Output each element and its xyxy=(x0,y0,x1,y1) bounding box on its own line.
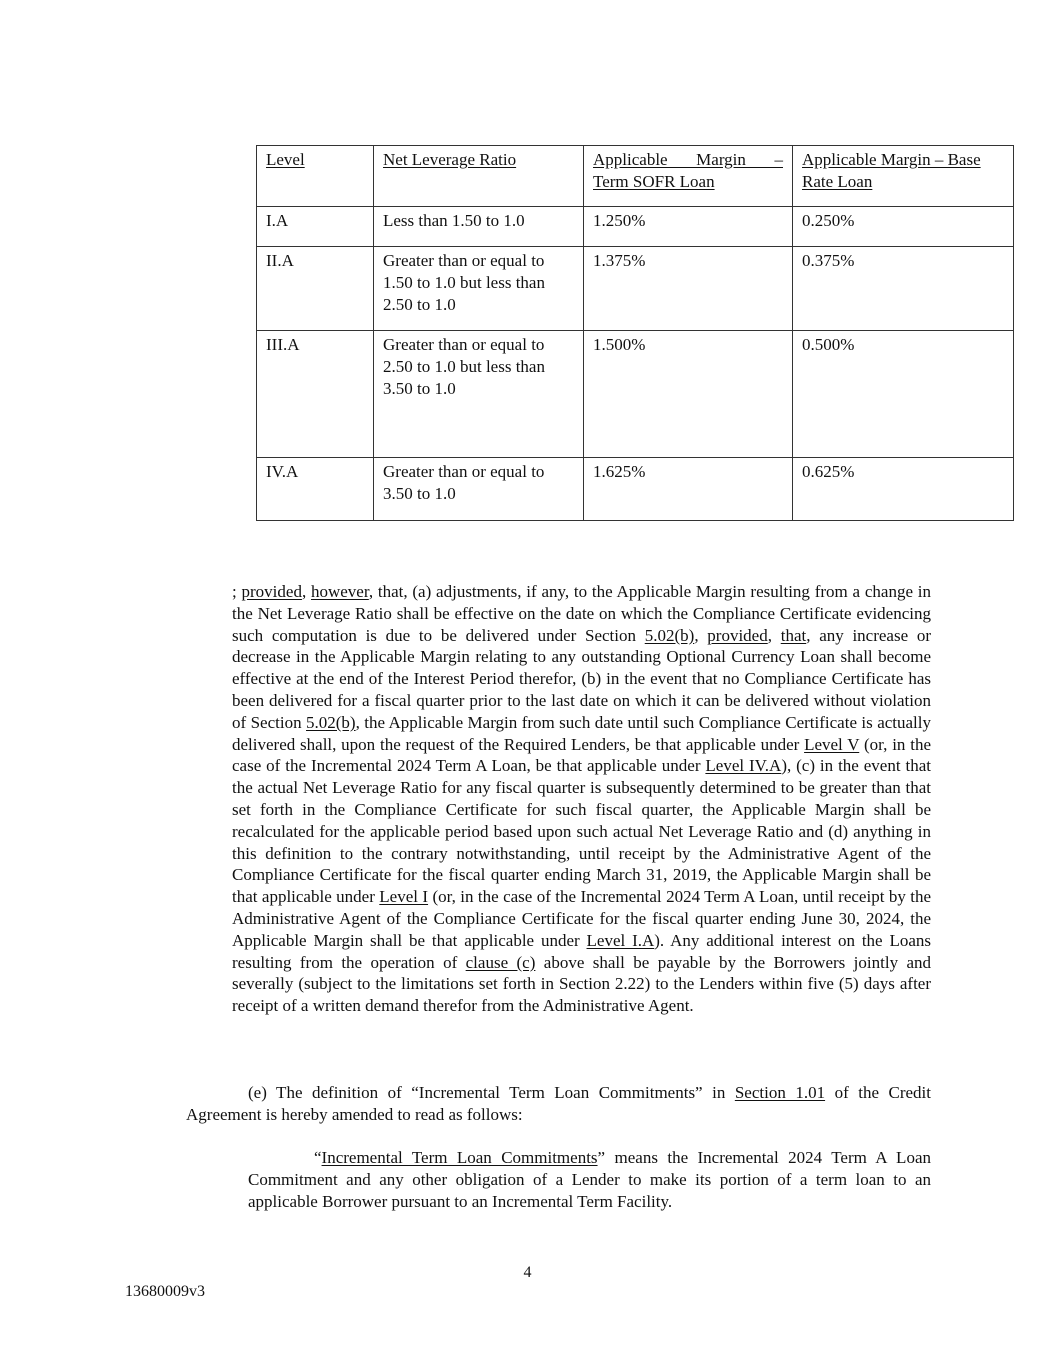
level-ref: Level IV.A xyxy=(705,756,782,776)
level-ref: Level I xyxy=(379,887,429,907)
section-ref: 5.02(b) xyxy=(644,625,695,645)
table-row xyxy=(257,458,1014,521)
cell-ratio: Greater than or equal to 2.50 to 1.0 but less than 3.50 to 1.0 xyxy=(374,331,584,458)
cell-sofr: 1.250% xyxy=(584,207,793,247)
cell-level: IV.A xyxy=(257,458,374,521)
table-row xyxy=(257,247,1014,331)
header-level: Level xyxy=(257,146,374,207)
provided-term: provided xyxy=(707,625,768,645)
level-ref: Level V xyxy=(804,734,860,754)
cell-ratio: Less than 1.50 to 1.0 xyxy=(374,207,584,247)
page-number: 4 xyxy=(523,1264,532,1281)
section-ref: 5.02(b) xyxy=(306,712,356,732)
cell-base: 0.250% xyxy=(793,207,1014,247)
clause-ref: clause (c) xyxy=(465,952,536,972)
level-ref: Level I.A xyxy=(586,930,655,950)
cell-level: III.A xyxy=(257,331,374,458)
header-net-leverage-ratio: Net Leverage Ratio xyxy=(374,146,584,207)
cell-ratio: Greater than or equal to 1.50 to 1.0 but less than 2.50 to 1.0 xyxy=(374,247,584,331)
applicable-margin-table xyxy=(256,145,1014,521)
cell-base: 0.625% xyxy=(793,458,1014,521)
however-term: however xyxy=(310,582,369,601)
cell-level: II.A xyxy=(257,247,374,331)
proviso-paragraph: ; provided, however, that, (a) adjustments, if any, to the Applicable Margin resulting from a change in the Net Leverage Ratio shall be effective on the date on which the Compliance Certificate evidencing such computation is due to be delivered under Section 5.02(b), provided, that, any increase or decrease in the Applicable Margin relating to any outstanding Optional Currency Loan shall become effective at the end of the Interest Period therefor, (b) in the event that no Compliance Certificate has been delivered for a fiscal quarter prior to the last date on which it can be delivered without violation of Section 5.02(b), the Applicable Margin from such date until such Compliance Certificate is actually delivered shall, upon the request of the Required Lenders, be that applicable under Level V (or, in the case of the Incremental 2024 Term A Loan, be that applicable under Level IV.A), (c) in the event that the actual Net Leverage Ratio for any fiscal quarter is subsequently determined to be greater than that set forth in the Compliance Certificate for such fiscal quarter, the Applicable Margin shall be recalculated for the applicable period based upon such actual Net Leverage Ratio and (d) anything in this definition to the contrary notwithstanding, until receipt by the Administrative Agent of the Compliance Certificate for the fiscal quarter ending March 31, 2019, the Applicable Margin shall be that applicable under Level I (or, in the case of the Incremental 2024 Term A Loan, until receipt by the Administrative Agent of the Compliance Certificate for the fiscal quarter ending June 30, 2024, the Applicable Margin shall be that applicable under Level I.A). Any additional interest on the Loans resulting from the operation of clause (c) above shall be payable by the Borrowers jointly and severally (subject to the limitations set forth in Section 2.22) to the Lenders within five (5) days after receipt of a written demand therefor from the Administrative Agent. xyxy=(232,582,932,1016)
cell-level: I.A xyxy=(257,207,374,247)
cell-sofr: 1.500% xyxy=(584,331,793,458)
header-margin-sofr: Applicable Margin – Term SOFR Loan xyxy=(584,146,793,207)
amendment-paragraph: (e) The definition of “Incremental Term Loan Commitments” in Section 1.01 of the Credit Agreement is hereby amended to read as follows: xyxy=(186,1083,931,1124)
cell-ratio: Greater than or equal to 3.50 to 1.0 xyxy=(374,458,584,521)
document-id: 13680009v3 xyxy=(125,1283,205,1300)
cell-sofr: 1.625% xyxy=(584,458,793,521)
cell-base: 0.500% xyxy=(793,331,1014,458)
header-margin-base: Applicable Margin – Base Rate Loan xyxy=(793,146,1014,207)
definition-paragraph: “Incremental Term Loan Commitments” means the Incremental 2024 Term A Loan Commitment and any other obligation of a Lender to make its portion of a term loan to an applicable Borrower pursuant to an Incremental Term Facility. xyxy=(248,1148,931,1211)
cell-base: 0.375% xyxy=(793,247,1014,331)
table-row xyxy=(257,207,1014,247)
defined-term: Incremental Term Loan Commitments xyxy=(321,1148,598,1167)
table-header-row xyxy=(257,146,1014,207)
cell-sofr: 1.375% xyxy=(584,247,793,331)
table-row xyxy=(257,331,1014,458)
section-ref: Section 1.01 xyxy=(734,1083,826,1102)
provided-term: provided xyxy=(241,582,302,601)
that-term: that xyxy=(780,625,807,645)
